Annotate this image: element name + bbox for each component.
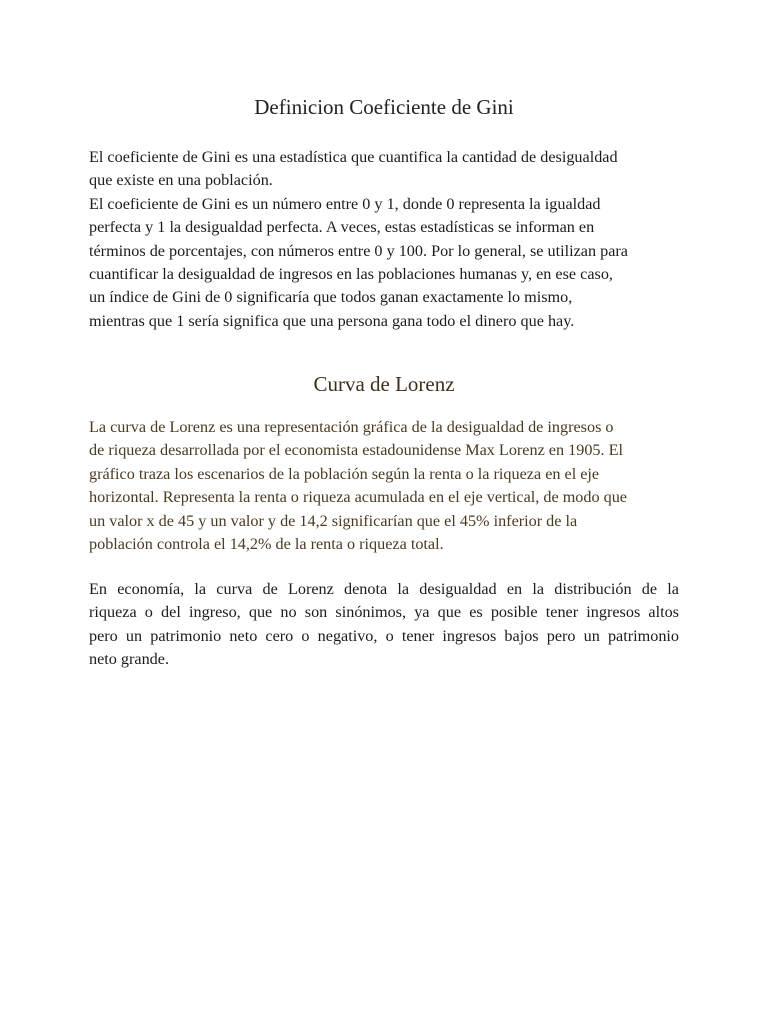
text-line: La curva de Lorenz es una representación gráfica de la desigualdad de ingresos o — [89, 418, 614, 436]
text-line: un índice de Gini de 0 significaría que todos ganan exactamente lo mismo, — [89, 288, 573, 307]
gini-definition-paragraph — [89, 146, 689, 333]
text-line: neto grande. — [89, 650, 170, 669]
text-line: El coeficiente de Gini es un número entre 0 y 1, donde 0 representa la igualdad — [89, 194, 601, 213]
gini-definition-title: Definicion Coeficiente de Gini — [254, 95, 514, 119]
text-line: de riqueza desarrollada por el economista estadounidense Max Lorenz en 1905. El — [89, 441, 623, 460]
text-line: gráfico traza los escenarios de la población según la renta o la riqueza en el eje — [89, 464, 600, 483]
text-line: riqueza o del ingreso, que no son sinónimos, ya que es posible tener ingresos altos — [89, 603, 679, 622]
text-line: que existe en una población. — [89, 171, 273, 190]
text-line: En economía, la curva de Lorenz denota la desigualdad en la distribución de la — [89, 580, 679, 598]
text-line: población controla el 14,2% de la renta o riqueza total. — [89, 535, 444, 554]
text-line: El coeficiente de Gini es una estadística que cuantifica la cantidad de desigualdad — [89, 148, 618, 166]
economics-paragraph — [89, 578, 679, 672]
text-line: mientras que 1 sería significa que una persona gana todo el dinero que hay. — [89, 311, 575, 330]
text-line: cuantificar la desigualdad de ingresos en las poblaciones humanas y, en ese caso, — [89, 265, 613, 284]
text-line: términos de porcentajes, con números entre 0 y 100. Por lo general, se utilizan para — [89, 241, 628, 260]
text-line: pero un patrimonio neto cero o negativo, o tener ingresos bajos pero un patrimonio — [89, 626, 679, 645]
lorenz-curve-title: Curva de Lorenz — [313, 372, 455, 396]
text-line: un valor x de 45 y un valor y de 14,2 significarían que el 45% inferior de la — [89, 511, 578, 530]
lorenz-curve-paragraph — [89, 416, 679, 556]
text-line: perfecta y 1 la desigualdad perfecta. A veces, estas estadísticas se informan en — [89, 218, 595, 237]
text-line: horizontal. Representa la renta o riqueza acumulada en el eje vertical, de modo que — [89, 488, 627, 507]
